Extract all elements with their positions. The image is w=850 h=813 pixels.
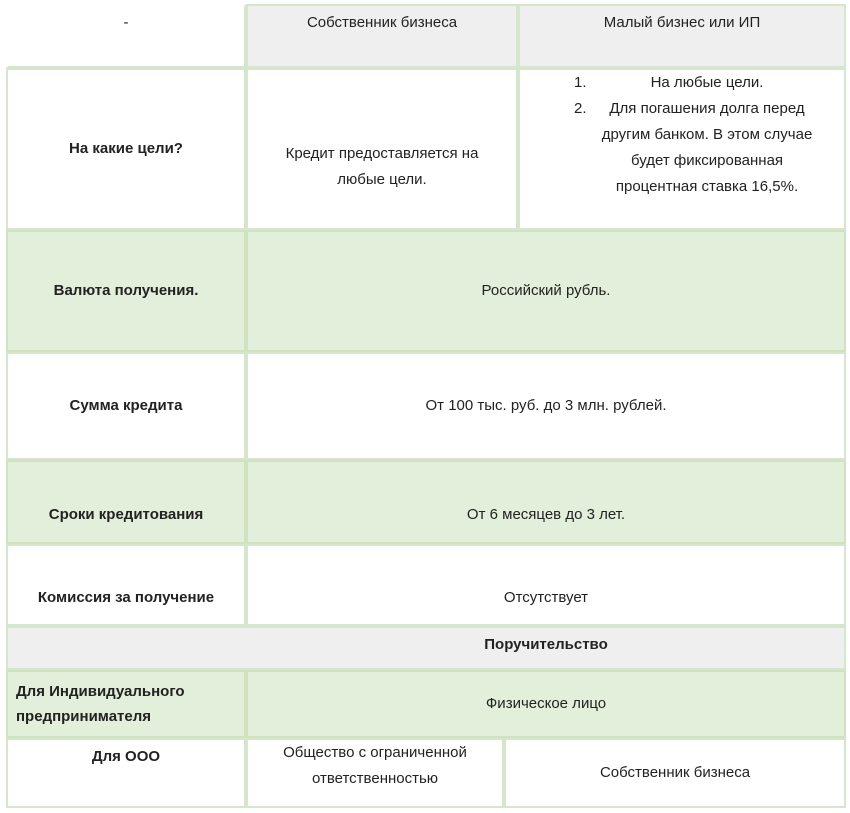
goals-item-number: 1. — [574, 74, 587, 91]
ooo-label: Для ООО — [91, 748, 161, 765]
loan-conditions-table — [6, 4, 846, 810]
ip-value: Физическое лицо — [485, 695, 607, 712]
header-sme: Малый бизнес или ИП — [603, 14, 761, 31]
goals-label: На какие цели? — [69, 140, 183, 157]
ip-value-cell — [246, 670, 846, 738]
amount-value: От 100 тыс. руб. до 3 млн. рублей. — [425, 397, 667, 414]
guarantee-header: Поручительство — [484, 636, 608, 653]
guarantee-header-cell — [6, 626, 846, 670]
ooo-sme-value: Собственник бизнеса — [599, 764, 751, 781]
goals-owner-text: Кредит предоставляется на любые цели. — [285, 145, 479, 188]
fee-label-cell — [6, 544, 246, 626]
currency-label: Валюта получения. — [53, 282, 199, 299]
amount-label: Сумма кредита — [69, 397, 183, 414]
amount-label-cell — [6, 352, 246, 460]
goals-owner-cell — [246, 68, 518, 230]
currency-value-cell — [246, 230, 846, 352]
header-corner-cell — [6, 4, 246, 68]
header-sme-cell — [518, 4, 846, 68]
currency-label-cell — [6, 230, 246, 352]
ooo-sme-cell — [504, 738, 846, 808]
ooo-owner-cell — [246, 738, 504, 808]
goals-label-cell — [6, 68, 246, 230]
header-corner: - — [123, 14, 129, 31]
term-label-cell — [6, 460, 246, 544]
goals-item-number: 2. — [574, 100, 587, 117]
goals-sme-list — [574, 70, 824, 200]
ip-label-cell — [6, 670, 246, 738]
goals-item-text: На любые цели. — [650, 74, 764, 91]
header-owner-cell — [246, 4, 518, 68]
ooo-label-cell — [6, 738, 246, 808]
header-owner: Собственник бизнеса — [306, 14, 458, 31]
term-label: Сроки кредитования — [48, 506, 204, 523]
ip-label: Для Индивидуального предпринимателя — [16, 683, 185, 725]
amount-value-cell — [246, 352, 846, 460]
fee-value-cell — [246, 544, 846, 626]
goals-item-text: Для погашения долга перед другим банком. В этом случае будет фиксированная процентная ставка 16,5%. — [601, 100, 813, 195]
goals-sme-item — [574, 96, 824, 200]
goals-sme-cell — [518, 68, 846, 230]
goals-sme-item — [574, 70, 824, 96]
term-value-cell — [246, 460, 846, 544]
ooo-owner-value: Общество с ограниченной ответственностью — [283, 744, 467, 787]
term-value: От 6 месяцев до 3 лет. — [466, 506, 626, 523]
currency-value: Российский рубль. — [481, 282, 611, 299]
fee-label: Комиссия за получение — [37, 589, 215, 606]
fee-value: Отсутствует — [503, 589, 589, 606]
